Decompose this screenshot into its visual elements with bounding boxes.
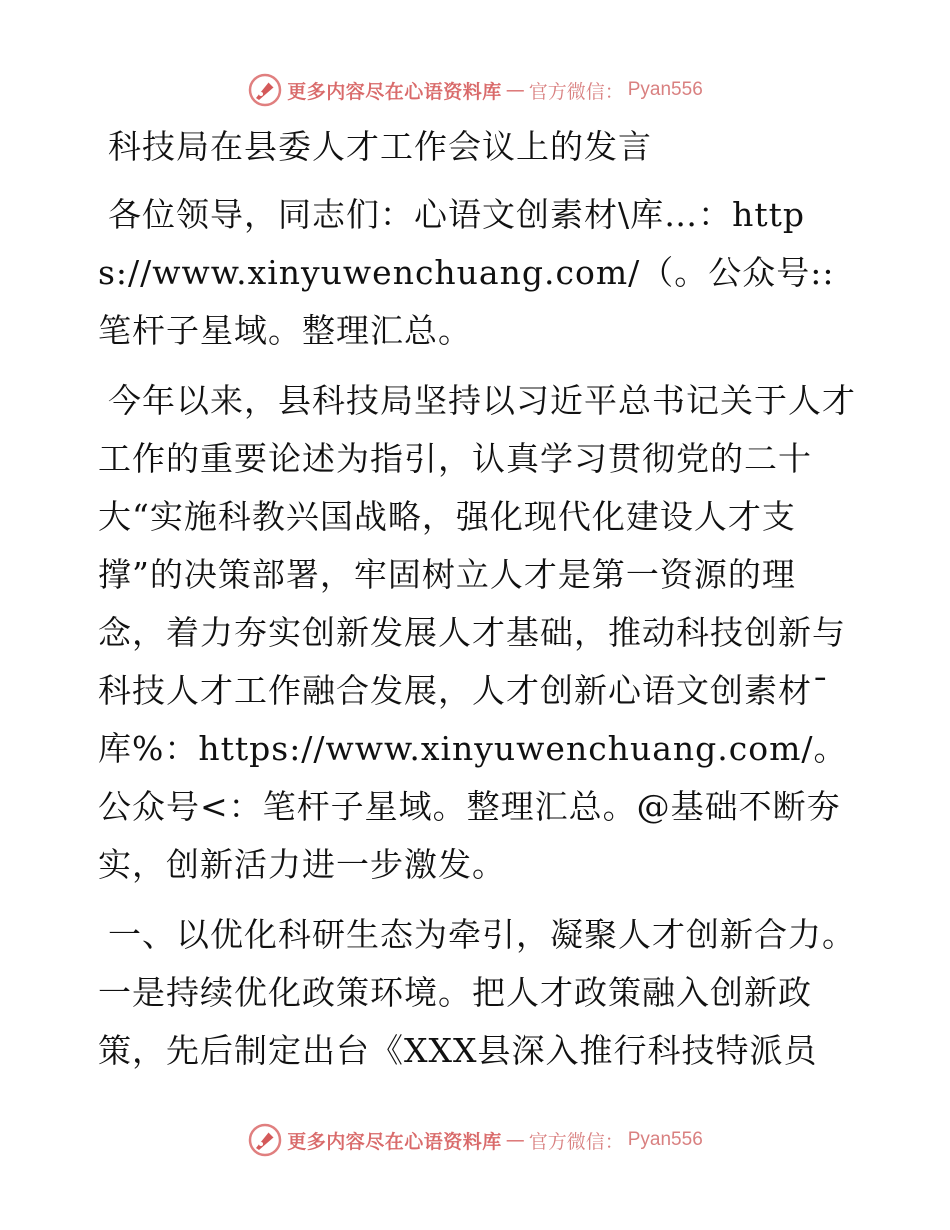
footer-banner-content [247,1122,703,1158]
footer-banner-official: 官方微信： [528,1130,624,1153]
header-banner-official: 官方微信： [528,80,624,103]
header-banner-content [247,72,703,108]
paragraph-intro: 今年以来，县科技局坚持以习近平总书记关于人才工作的重要论述为指引，认真学习贯彻党的二十大“实施科教兴国战略，强化现代化建设人才支撑”的决策部署，牢固树立人才是第一资源的理念，着力夯实创新发展人才基础，推动科技创新与科技人才工作融合发展，人才创新心语文创素材¯库%：https://www.xinyuwenchuang.com/。公众号<：笔杆子星域。整理汇总。@基础不断夯实，创新活力进一步激发。 [98,381,856,884]
header-banner-id: Pyan556 [627,79,703,100]
footer-banner-id: Pyan556 [627,1129,703,1150]
header-banner [0,68,950,112]
pen-nib-logo-icon [247,1122,283,1158]
header-banner-text: 更多内容尽在心语资料库 [287,80,502,103]
pen-nib-logo-icon [247,72,283,108]
footer-banner-separator: — [505,1129,525,1151]
document-body [98,118,858,1092]
footer-banner [0,1118,950,1162]
document-title: 科技局在县委人才工作会议上的发言 [108,127,652,166]
footer-banner-text: 更多内容尽在心语资料库 [287,1130,502,1153]
header-banner-separator: — [505,79,525,101]
paragraph-greeting: 各位领导，同志们：心语文创素材\库…：https://www.xinyuwenchuang.com/（。公众号::笔杆子星域。整理汇总。 [98,195,835,350]
paragraph-section-one: 一、以优化科研生态为牵引，凝聚人才创新合力。一是持续优化政策环境。把人才政策融入创新政策，先后制定出台《XXX县深入推行科技特派员 [98,915,856,1070]
